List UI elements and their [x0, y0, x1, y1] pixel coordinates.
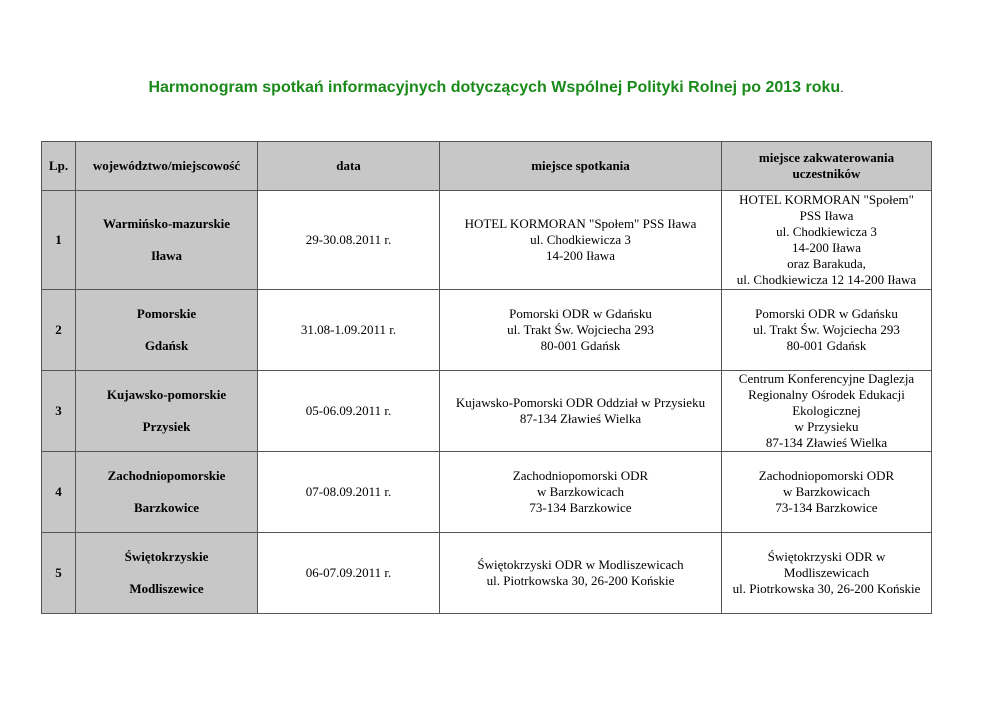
table-header-row — [42, 142, 932, 191]
region-cell — [76, 191, 258, 290]
lodging-place — [722, 452, 932, 533]
venue-line: ul. Piotrkowska 30, 26-200 Końskie — [486, 573, 675, 588]
lodging-line: Ekologicznej — [792, 403, 861, 418]
meeting-date: 06-07.09.2011 r. — [258, 533, 440, 614]
table-row — [42, 533, 932, 614]
lodging-line: 73-134 Barzkowice — [775, 500, 878, 515]
venue-line: 80-001 Gdańsk — [540, 338, 621, 353]
table-row — [42, 371, 932, 452]
meeting-date: 29-30.08.2011 r. — [258, 191, 440, 290]
lodging-line: ul. Trakt Św. Wojciecha 293 — [753, 322, 900, 337]
lodging-line: Pomorski ODR w Gdańsku — [755, 306, 898, 321]
venue-line: w Barzkowicach — [537, 484, 624, 499]
venue-line: Pomorski ODR w Gdańsku — [509, 306, 652, 321]
region-gap — [78, 484, 255, 500]
lodging-line: ul. Chodkiewicza 3 — [776, 224, 877, 239]
lodging-line: ul. Chodkiewicza 12 14-200 Iława — [736, 272, 917, 287]
region-gap — [78, 322, 255, 338]
region-cell — [76, 371, 258, 452]
lodging-line: 87-134 Zławieś Wielka — [765, 435, 888, 450]
title-text: Harmonogram spotkań informacyjnych dotyczących Wspólnej Polityki Rolnej po 2013 roku — [148, 79, 841, 96]
town-name: Gdańsk — [144, 338, 189, 353]
region-name: Świętokrzyskie — [124, 549, 209, 564]
region-cell — [76, 290, 258, 371]
document-title — [0, 79, 992, 97]
lodging-place — [722, 290, 932, 371]
lodging-line: Świętokrzyski ODR w — [767, 549, 886, 564]
meeting-venue — [440, 533, 722, 614]
lodging-place — [722, 191, 932, 290]
lodging-line: w Barzkowicach — [783, 484, 870, 499]
region-name: Pomorskie — [136, 306, 197, 321]
lodging-line: Zachodniopomorski ODR — [758, 468, 895, 483]
venue-line: HOTEL KORMORAN "Społem" PSS Iława — [464, 216, 697, 231]
lodging-place — [722, 533, 932, 614]
lodging-line: Regionalny Ośrodek Edukacji — [748, 387, 905, 402]
lodging-line: Modliszewicach — [783, 565, 870, 580]
lodging-line: HOTEL KORMORAN "Społem" — [739, 192, 914, 207]
region-gap — [78, 565, 255, 581]
row-number: 1 — [42, 191, 76, 290]
meeting-venue — [440, 371, 722, 452]
town-name: Barzkowice — [134, 500, 199, 515]
venue-line: 73-134 Barzkowice — [529, 500, 632, 515]
meeting-date: 05-06.09.2011 r. — [258, 371, 440, 452]
lodging-line: PSS Iława — [799, 208, 854, 223]
header-lodging — [722, 142, 932, 191]
region-name: Zachodniopomorskie — [107, 468, 226, 483]
header-lp: Lp. — [42, 142, 76, 191]
header-lodging-line-1: miejsce zakwaterowania — [758, 150, 895, 165]
lodging-line: ul. Piotrkowska 30, 26-200 Końskie — [732, 581, 921, 596]
venue-line: Kujawsko-Pomorski ODR Oddział w Przysieku — [455, 395, 706, 410]
town-name: Modliszewice — [129, 581, 204, 596]
meeting-venue — [440, 191, 722, 290]
row-number: 2 — [42, 290, 76, 371]
lodging-line: oraz Barakuda, — [787, 256, 866, 271]
town-name: Iława — [150, 248, 183, 263]
region-name: Kujawsko-pomorskie — [106, 387, 227, 402]
region-gap — [78, 403, 255, 419]
header-date: data — [258, 142, 440, 191]
table-row — [42, 452, 932, 533]
venue-line: 87-134 Zławieś Wielka — [519, 411, 642, 426]
venue-line: 14-200 Iława — [546, 248, 615, 263]
lodging-line: w Przysieku — [794, 419, 859, 434]
row-number: 3 — [42, 371, 76, 452]
region-name: Warmińsko-mazurskie — [102, 216, 231, 231]
row-number: 5 — [42, 533, 76, 614]
header-venue: miejsce spotkania — [440, 142, 722, 191]
header-region: województwo/miejscowość — [76, 142, 258, 191]
table-row — [42, 191, 932, 290]
lodging-line: Centrum Konferencyjne Daglezja — [738, 371, 915, 386]
lodging-place — [722, 371, 932, 452]
region-cell — [76, 533, 258, 614]
header-lodging-line-2: uczestników — [792, 166, 861, 181]
venue-line: Zachodniopomorski ODR — [512, 468, 649, 483]
region-cell — [76, 452, 258, 533]
venue-line: ul. Trakt Św. Wojciecha 293 — [507, 322, 654, 337]
venue-line: ul. Chodkiewicza 3 — [530, 232, 631, 247]
region-gap — [78, 232, 255, 248]
title-punct: . — [840, 81, 844, 95]
meeting-date: 07-08.09.2011 r. — [258, 452, 440, 533]
town-name: Przysiek — [142, 419, 191, 434]
meeting-venue — [440, 452, 722, 533]
row-number: 4 — [42, 452, 76, 533]
venue-line: Świętokrzyski ODR w Modliszewicach — [477, 557, 684, 572]
table-row — [42, 290, 932, 371]
schedule-table — [41, 141, 932, 614]
meeting-date: 31.08-1.09.2011 r. — [258, 290, 440, 371]
meeting-venue — [440, 290, 722, 371]
lodging-line: 14-200 Iława — [792, 240, 861, 255]
lodging-line: 80-001 Gdańsk — [786, 338, 867, 353]
